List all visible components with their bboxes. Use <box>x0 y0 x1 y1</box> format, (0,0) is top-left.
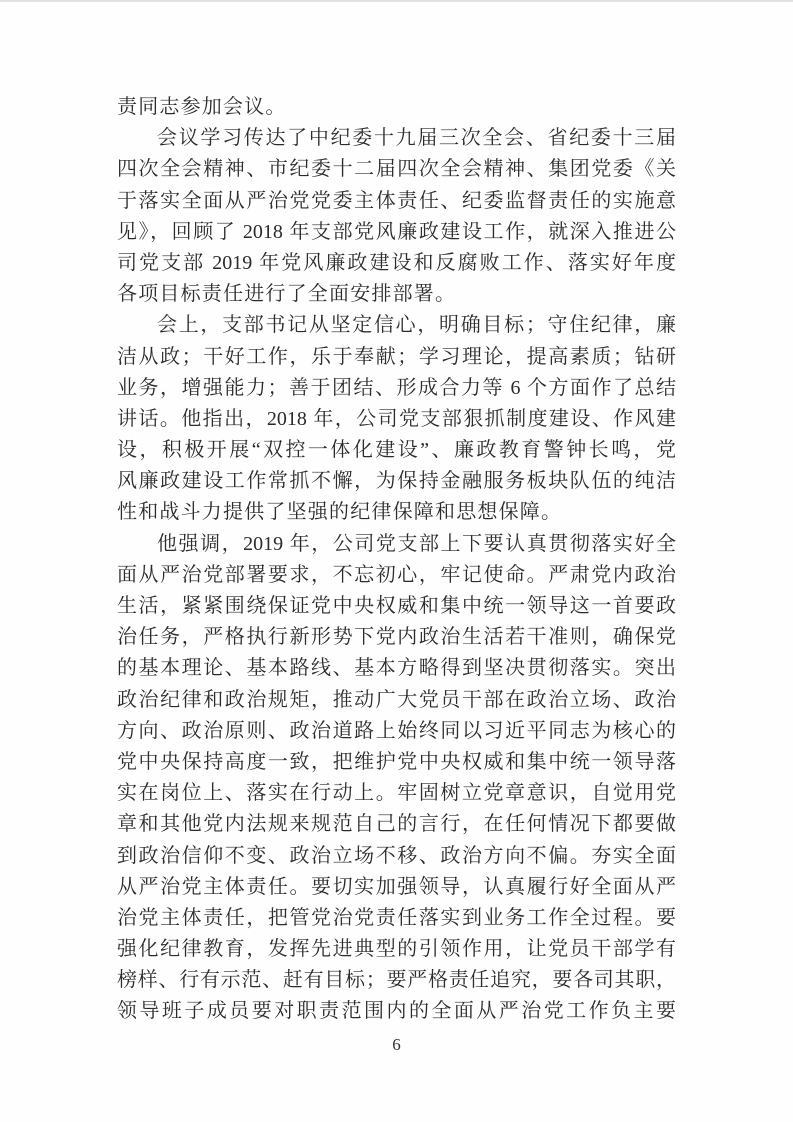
text-line: 责同志参加会议。 <box>117 96 287 118</box>
text-line: 到政治信仰不变、政治立场不移、政治方向不偏。夯实全面 <box>117 844 676 867</box>
text-line: 于落实全面从严治党党委主体责任、纪委监督责任的实施意 <box>117 189 676 212</box>
text-line: 章和其他党内法规来规范自己的言行，在任何情况下都要做 <box>117 813 676 836</box>
text-line: 实在岗位上、落实在行动上。牢固树立党章意识，自觉用党 <box>117 782 676 805</box>
text-line: 见》，回顾了 2018 年支部党风廉政建设工作，就深入推进公 <box>117 220 676 243</box>
text-line: 方向、政治原则、政治道路上始终同以习近平同志为核心的 <box>117 719 676 742</box>
text-line: 性和战斗力提供了坚强的纪律保障和思想保障。 <box>117 501 563 524</box>
text-line: 风廉政建设工作常抓不懈，为保持金融服务板块队伍的纯洁 <box>117 470 676 493</box>
scan-top-edge <box>0 0 793 2</box>
text-line: 领导班子成员要对职责范围内的全面从严治党工作负主要 <box>117 1000 676 1023</box>
text-line: 治任务，严格执行新形势下党内政治生活若干准则，确保党 <box>117 626 676 649</box>
text-line: 他强调，2019 年，公司党支部上下要认真贯彻落实好全 <box>157 532 676 555</box>
text-line: 司党支部 2019 年党风廉政建设和反腐败工作、落实好年度 <box>117 251 676 274</box>
text-line: 会议学习传达了中纪委十九届三次全会、省纪委十三届 <box>157 127 676 150</box>
document-body <box>117 92 676 1028</box>
text-line: 强化纪律教育，发挥先进典型的引领作用，让党员干部学有 <box>117 938 676 961</box>
text-line: 面从严治党部署要求，不忘初心，牢记使命。严肃党内政治 <box>117 563 676 586</box>
text-line: 从严治党主体责任。要切实加强领导，认真履行好全面从严 <box>117 875 676 898</box>
text-line: 榜样、行有示范、赶有目标；要严格责任追究，要各司其职， <box>117 969 676 992</box>
page-footer <box>0 1035 793 1055</box>
text-line: 各项目标责任进行了全面安排部署。 <box>117 283 457 306</box>
text-line: 讲话。他指出，2018 年，公司党支部狠抓制度建设、作风建 <box>117 407 676 430</box>
page-number: 6 <box>392 1035 401 1054</box>
text-line: 洁从政；干好工作，乐于奉献；学习理论，提高素质；钻研 <box>117 345 676 368</box>
text-line: 业务，增强能力；善于团结、形成合力等 6 个方面作了总结 <box>117 376 676 399</box>
text-line: 会上，支部书记从坚定信心，明确目标；守住纪律，廉 <box>157 314 676 337</box>
text-line: 治党主体责任，把管党治党责任落实到业务工作全过程。要 <box>117 906 676 929</box>
text-line: 政治纪律和政治规矩，推动广大党员干部在政治立场、政治 <box>117 688 676 711</box>
text-line: 四次全会精神、市纪委十二届四次全会精神、集团党委《关 <box>117 158 676 181</box>
text-line: 生活，紧紧围绕保证党中央权威和集中统一领导这一首要政 <box>117 595 676 617</box>
text-line: 设，积极开展“双控一体化建设”、廉政教育警钟长鸣，党 <box>117 439 676 462</box>
text-line: 党中央保持高度一致，把维护党中央权威和集中统一领导落 <box>117 750 676 773</box>
text-line: 的基本理论、基本路线、基本方略得到坚决贯彻落实。突出 <box>117 657 676 680</box>
